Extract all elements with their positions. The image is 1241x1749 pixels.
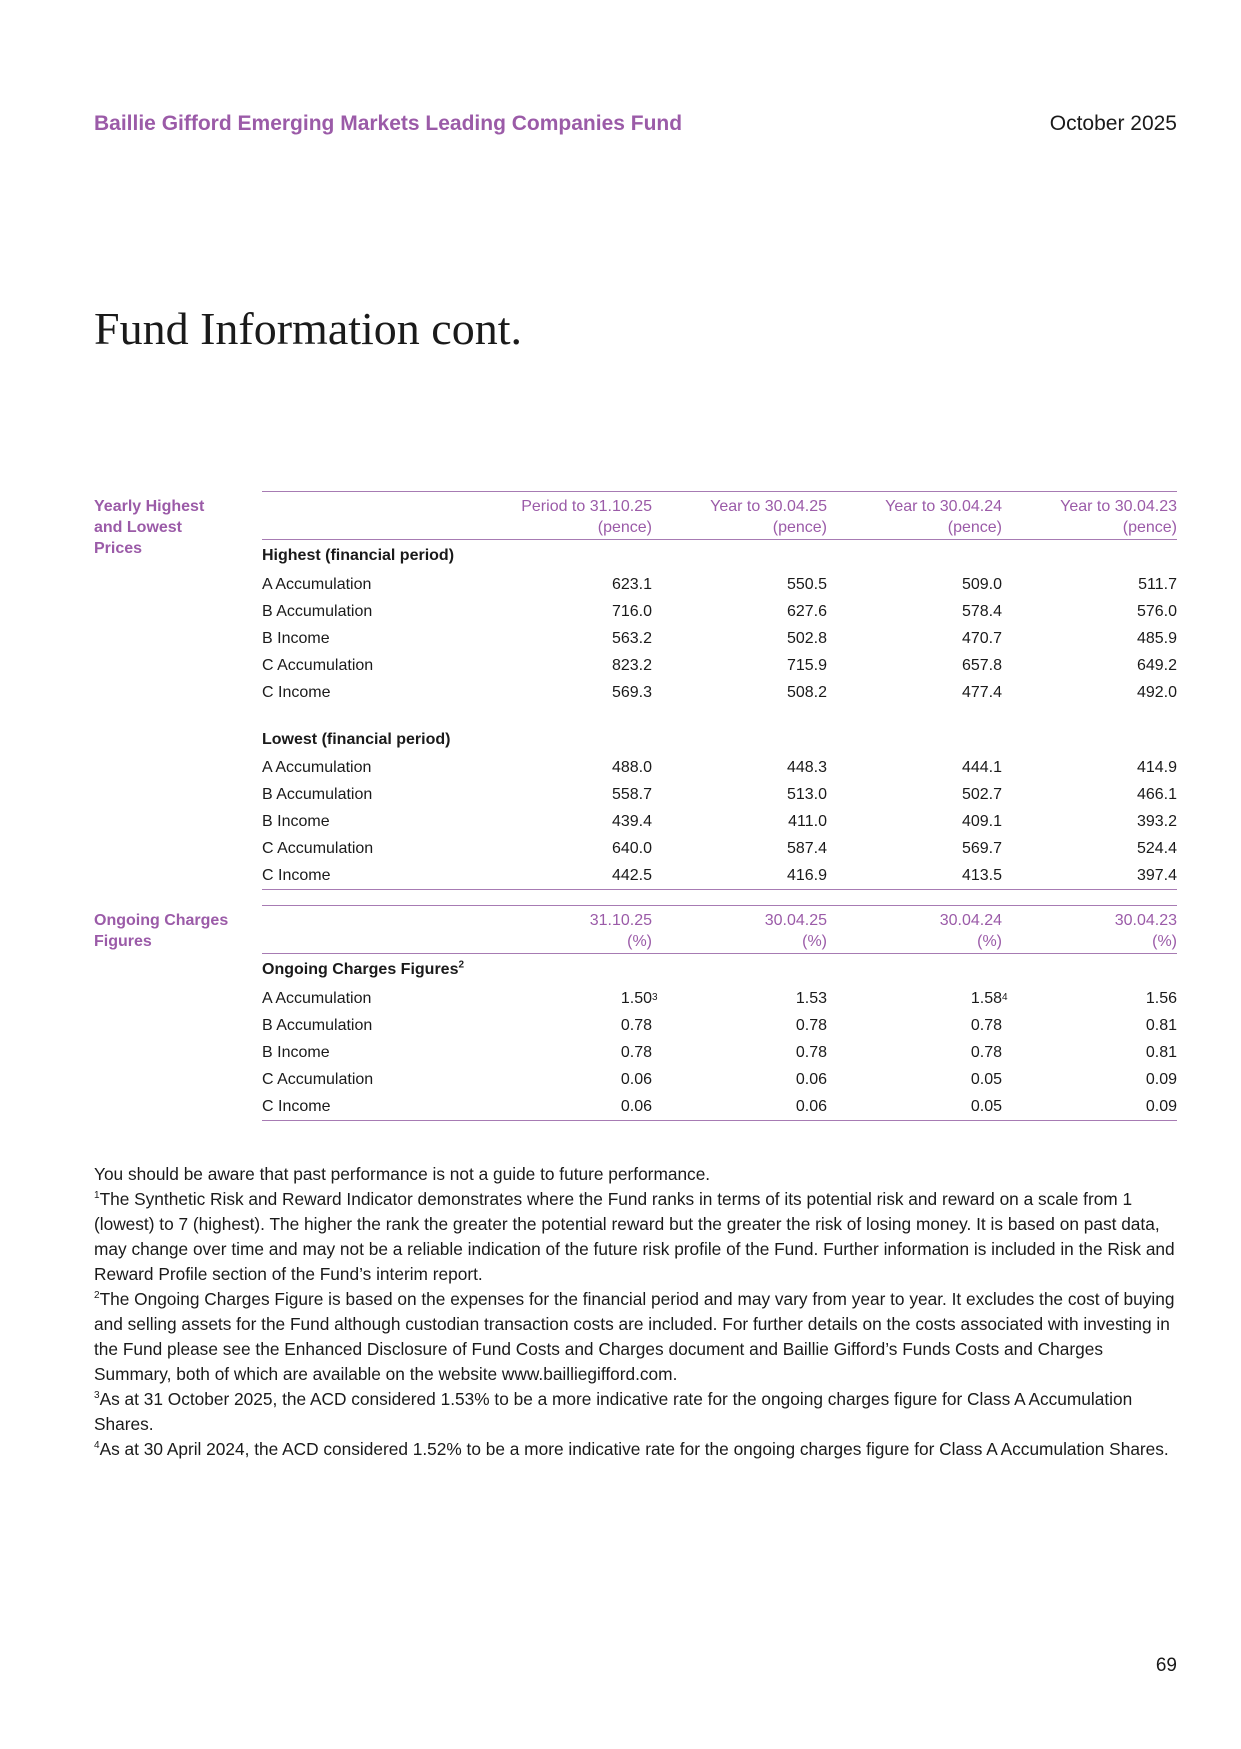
cell-value: 508.2	[786, 683, 827, 701]
row-label: C Accumulation	[262, 656, 374, 674]
cell-value: 569.7	[961, 839, 1002, 857]
table-row	[262, 1093, 1177, 1121]
column-header-period: Year to 30.04.23	[1060, 498, 1177, 515]
footnote-text: The Synthetic Risk and Reward Indicator demonstrates where the Fund ranks in terms of its potential risk and reward on a scale from 1 (lowest) to 7 (highest). The higher the rank the greater the potential reward but the greater the risk of losing money. It is based on past data, may change over time and may not be a reliable indication of the future risk profile of the Fund. Further information is included in the Risk and Reward Profile section of the Fund’s interim report.	[94, 1189, 1175, 1284]
row-label: B Income	[262, 812, 330, 830]
cell-value: 444.1	[961, 758, 1002, 776]
charges-label-line: Figures	[94, 933, 152, 950]
footnote-number: 4	[94, 1440, 100, 1452]
footnote-text: As at 31 October 2025, the ACD considered 1.53% to be a more indicative rate for the ongoing charges figure for Class A Accumulation Shares.	[94, 1389, 1133, 1434]
cell-value: 627.6	[786, 602, 827, 620]
table-row	[262, 1012, 1177, 1039]
column-header	[477, 492, 652, 540]
cell-value: 576.0	[1136, 602, 1177, 620]
charges-label-line: Ongoing Charges	[94, 912, 229, 929]
cell-value: 0.06	[620, 1070, 652, 1088]
footnotes	[94, 1162, 1184, 1462]
cell-value-text: 1.50 3	[620, 989, 658, 1007]
cell-value: 0.06	[795, 1070, 827, 1088]
fund-name: Baillie Gifford Emerging Markets Leading Companies Fund	[94, 112, 683, 135]
cell-value: 0.09	[1145, 1070, 1177, 1088]
column-header-unit: (pence)	[947, 519, 1002, 536]
table-row	[262, 781, 1177, 808]
cell-value: 509.0	[961, 575, 1002, 593]
page-title: Fund Information cont.	[94, 303, 522, 354]
column-header	[652, 492, 827, 540]
cell-value: 0.78	[620, 1016, 652, 1034]
cell-value: 0.06	[477, 1093, 652, 1121]
table-row	[262, 808, 1177, 835]
cell-value: 413.5	[827, 862, 1002, 890]
footnote	[94, 1437, 1184, 1462]
performance-disclaimer: You should be aware that past performance is not a guide to future performance.	[94, 1164, 711, 1184]
cell-value: 409.1	[961, 812, 1002, 830]
row-label: C Accumulation	[262, 1070, 374, 1088]
row-label: B Accumulation	[262, 602, 373, 620]
footnote-number: 3	[94, 1390, 100, 1402]
cell-value: 502.8	[786, 629, 827, 647]
column-header	[1002, 492, 1177, 540]
charges-table	[262, 905, 1177, 1121]
cell-value: 649.2	[1136, 656, 1177, 674]
column-header-date: 31.10.25	[589, 912, 652, 929]
charges-heading-text: Ongoing Charges Figures	[262, 960, 459, 978]
column-header-date: 30.04.24	[939, 912, 1002, 929]
cell-value: 524.4	[1136, 839, 1177, 857]
row-label: B Accumulation	[262, 785, 373, 803]
column-header-unit: (%)	[1152, 933, 1177, 950]
footnote-marker: 2	[458, 959, 465, 971]
table-row	[262, 652, 1177, 679]
prices-section-label	[94, 496, 254, 559]
footnote	[94, 1187, 1184, 1287]
column-header-period: Period to 31.10.25	[521, 498, 652, 515]
cell-value: 470.7	[961, 629, 1002, 647]
column-header	[827, 492, 1002, 540]
cell-value: 587.4	[786, 839, 827, 857]
charges-header-row	[262, 906, 1177, 954]
lowest-heading: Lowest (financial period)	[262, 731, 451, 748]
cell-value: 411.0	[788, 812, 827, 830]
cell-value: 1.53	[795, 989, 827, 1007]
cell-value: 466.1	[1136, 785, 1177, 803]
column-header-unit: (%)	[977, 933, 1002, 950]
cell-value: 0.05	[827, 1093, 1002, 1121]
header-spacer	[262, 492, 477, 540]
column-header	[477, 906, 652, 954]
column-header-unit: (pence)	[1122, 519, 1177, 536]
cell-value: 485.9	[1136, 629, 1177, 647]
prices-label-line: Prices	[94, 540, 143, 557]
cell-value: 0.78	[795, 1043, 827, 1061]
column-header	[1002, 906, 1177, 954]
cell-value: 511.7	[1138, 575, 1177, 593]
cell-value: 393.2	[1136, 812, 1177, 830]
cell-value: 716.0	[611, 602, 652, 620]
table-row	[262, 1039, 1177, 1066]
cell-value: 0.81	[1145, 1043, 1177, 1061]
cell-value: 550.5	[786, 575, 827, 593]
cell-value: 578.4	[961, 602, 1002, 620]
row-label: A Accumulation	[262, 989, 372, 1007]
cell-value: 640.0	[611, 839, 652, 857]
cell-value: 0.78	[620, 1043, 652, 1061]
header-spacer	[262, 906, 477, 954]
footnote	[94, 1287, 1184, 1387]
cell-value: 0.78	[970, 1043, 1002, 1061]
section-heading-row	[262, 706, 1177, 754]
cell-value: 563.2	[611, 629, 652, 647]
table-row	[262, 754, 1177, 781]
table-row	[262, 571, 1177, 598]
cell-value: 439.4	[611, 812, 652, 830]
cell-value: 623.1	[611, 575, 652, 593]
column-header-unit: (%)	[627, 933, 652, 950]
cell-value: 0.06	[652, 1093, 827, 1121]
column-header-unit: (pence)	[772, 519, 827, 536]
prices-table	[262, 491, 1177, 890]
charges-section-label	[94, 910, 254, 952]
prices-label-line: and Lowest	[94, 519, 183, 536]
cell-value: 558.7	[611, 785, 652, 803]
column-header	[652, 906, 827, 954]
footnote	[94, 1387, 1184, 1437]
section-heading-row	[262, 540, 1177, 572]
column-header-unit: (%)	[802, 933, 827, 950]
report-date: October 2025	[1049, 112, 1177, 135]
row-label: C Income	[262, 862, 477, 890]
row-label: A Accumulation	[262, 758, 372, 776]
cell-value: 657.8	[961, 656, 1002, 674]
cell-value-text: 1.58 4	[970, 989, 1008, 1007]
cell-value: 1.56	[1145, 989, 1177, 1007]
cell-value: 492.0	[1136, 683, 1177, 701]
cell-number: 1.58	[970, 989, 1002, 1007]
table-row	[262, 1066, 1177, 1093]
table-row	[262, 679, 1177, 706]
row-label: B Income	[262, 629, 330, 647]
cell-value: 502.7	[961, 785, 1002, 803]
cell-value: 477.4	[961, 683, 1002, 701]
column-header-unit: (pence)	[597, 519, 652, 536]
table-row	[262, 835, 1177, 862]
column-header-date: 30.04.23	[1114, 912, 1177, 929]
cell-value: 416.9	[652, 862, 827, 890]
cell-value: 0.78	[970, 1016, 1002, 1034]
cell-value: 569.3	[611, 683, 652, 701]
column-header-date: 30.04.25	[764, 912, 827, 929]
row-label: C Accumulation	[262, 839, 374, 857]
cell-value: 0.81	[1145, 1016, 1177, 1034]
charges-heading	[262, 954, 1177, 986]
page-number: 69	[1155, 1655, 1177, 1676]
column-header-period: Year to 30.04.24	[885, 498, 1002, 515]
cell-number: 1.50	[620, 989, 652, 1007]
cell-value	[827, 985, 1008, 1012]
cell-value: 823.2	[611, 656, 652, 674]
footnote-text: As at 30 April 2024, the ACD considered 1.52% to be a more indicative rate for the ongoing charges figure for Class A Accumulation Shares.	[99, 1439, 1169, 1459]
table-row	[262, 862, 1177, 890]
cell-value: 0.78	[795, 1016, 827, 1034]
row-label: B Income	[262, 1043, 330, 1061]
row-label: C Income	[262, 683, 331, 701]
cell-value: 0.05	[970, 1070, 1002, 1088]
footnote-number: 2	[94, 1290, 100, 1302]
highest-heading: Highest (financial period)	[262, 546, 455, 564]
row-label: B Accumulation	[262, 1016, 373, 1034]
cell-value: 448.3	[786, 758, 827, 776]
prices-label-line: Yearly Highest	[94, 498, 205, 515]
cell-value: 397.4	[1002, 862, 1177, 890]
column-header-period: Year to 30.04.25	[710, 498, 827, 515]
cell-value: 442.5	[477, 862, 652, 890]
cell-value: 513.0	[786, 785, 827, 803]
cell-value: 715.9	[786, 656, 827, 674]
column-header	[827, 906, 1002, 954]
footnote-number: 1	[94, 1190, 100, 1202]
cell-value: 488.0	[611, 758, 652, 776]
cell-value: 414.9	[1136, 758, 1177, 776]
cell-value	[477, 985, 658, 1012]
prices-header-row	[262, 492, 1177, 540]
table-row	[262, 985, 1177, 1012]
table-row	[262, 625, 1177, 652]
section-heading-row	[262, 954, 1177, 986]
table-row	[262, 598, 1177, 625]
row-label: C Income	[262, 1093, 477, 1121]
cell-value: 0.09	[1002, 1093, 1177, 1121]
row-label: A Accumulation	[262, 575, 372, 593]
footnote-text: The Ongoing Charges Figure is based on the expenses for the financial period and may vary from year to year. It excludes the cost of buying and selling assets for the Fund although custodian transaction costs are included. For further details on the costs associated with investing in the Fund please see the Enhanced Disclosure of Fund Costs and Charges document and Baillie Gifford’s Funds Costs and Charges Summary, both of which are available on the website www.bailliegifford.com.	[94, 1289, 1175, 1384]
